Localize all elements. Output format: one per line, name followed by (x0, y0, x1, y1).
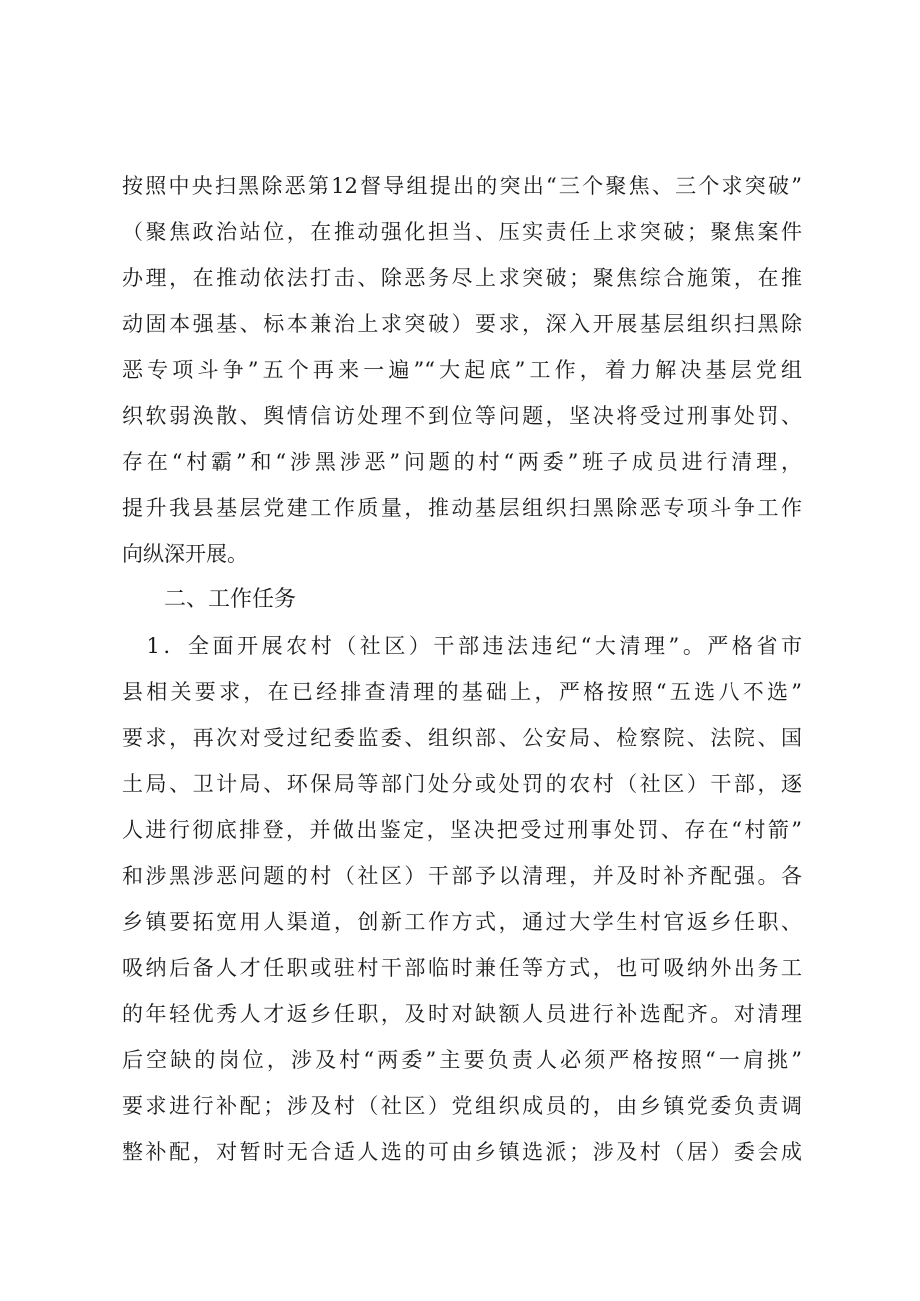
paragraph-line: 按照中央扫黑除恶第12督导组提出的突出“三个聚焦、三个求突破” (122, 174, 802, 198)
paragraph-line: 恶专项斗争”五个再来一遍”“大起底”工作，着力解决基层党组 (122, 358, 802, 382)
paragraph-line: 织软弱涣散、舆情信访处理不到位等问题，坚决将受过刑事处罚、 (122, 404, 802, 428)
paragraph-line: 和涉黑涉恶问题的村（社区）干部予以清理，并及时补齐配强。各 (122, 864, 802, 888)
paragraph-line: 乡镇要拓宽用人渠道，创新工作方式，通过大学生村官返乡任职、 (122, 910, 802, 934)
paragraph-line: 办理，在推动依法打击、除恶务尽上求突破；聚焦综合施策，在推 (122, 266, 802, 290)
section-heading: 二、工作任务 (164, 587, 297, 612)
paragraph-line: 县相关要求，在已经排查清理的基础上，严格按照“五选八不选” (122, 680, 802, 704)
paragraph-line: 要求进行补配；涉及村（社区）党组织成员的，由乡镇党委负责调 (122, 1094, 802, 1118)
paragraph-line: 后空缺的岗位，涉及村“两委”主要负责人必须严格按照“一肩挑” (122, 1048, 802, 1072)
paragraph-line: 土局、卫计局、环保局等部门处分或处罚的农村（社区）干部，逐 (122, 772, 802, 796)
paragraph-line: 的年轻优秀人才返乡任职，及时对缺额人员进行补选配齐。对清理 (122, 1002, 802, 1026)
paragraph-line: 吸纳后备人才任职或驻村干部临时兼任等方式，也可吸纳外出务工 (122, 956, 802, 980)
paragraph-line: （聚焦政治站位，在推动强化担当、压实责任上求突破；聚焦案件 (122, 220, 802, 244)
paragraph-line: 向纵深开展。 (122, 542, 248, 566)
paragraph-line: 提升我县基层党建工作质量，推动基层组织扫黑除恶专项斗争工作 (122, 496, 802, 520)
task-paragraph (122, 623, 802, 1175)
intro-paragraph (122, 163, 802, 577)
paragraph-line: 人进行彻底排登，并做出鉴定，坚决把受过刑事处罚、存在“村箭” (122, 818, 802, 842)
paragraph-line: 存在“村霸”和“涉黑涉恶”问题的村“两委”班子成员进行清理， (122, 450, 802, 474)
paragraph-line: 整补配，对暂时无合适人选的可由乡镇选派；涉及村（居）委会成 (122, 1140, 802, 1164)
section-heading-block (122, 577, 802, 623)
paragraph-line: 要求，再次对受过纪委监委、组织部、公安局、检察院、法院、国 (122, 726, 802, 750)
paragraph-line: 1．全面开展农村（社区）干部违法违纪“大清理”。严格省市 (122, 634, 802, 658)
paragraph-line: 动固本强基、标本兼治上求突破）要求，深入开展基层组织扫黑除 (122, 312, 802, 336)
